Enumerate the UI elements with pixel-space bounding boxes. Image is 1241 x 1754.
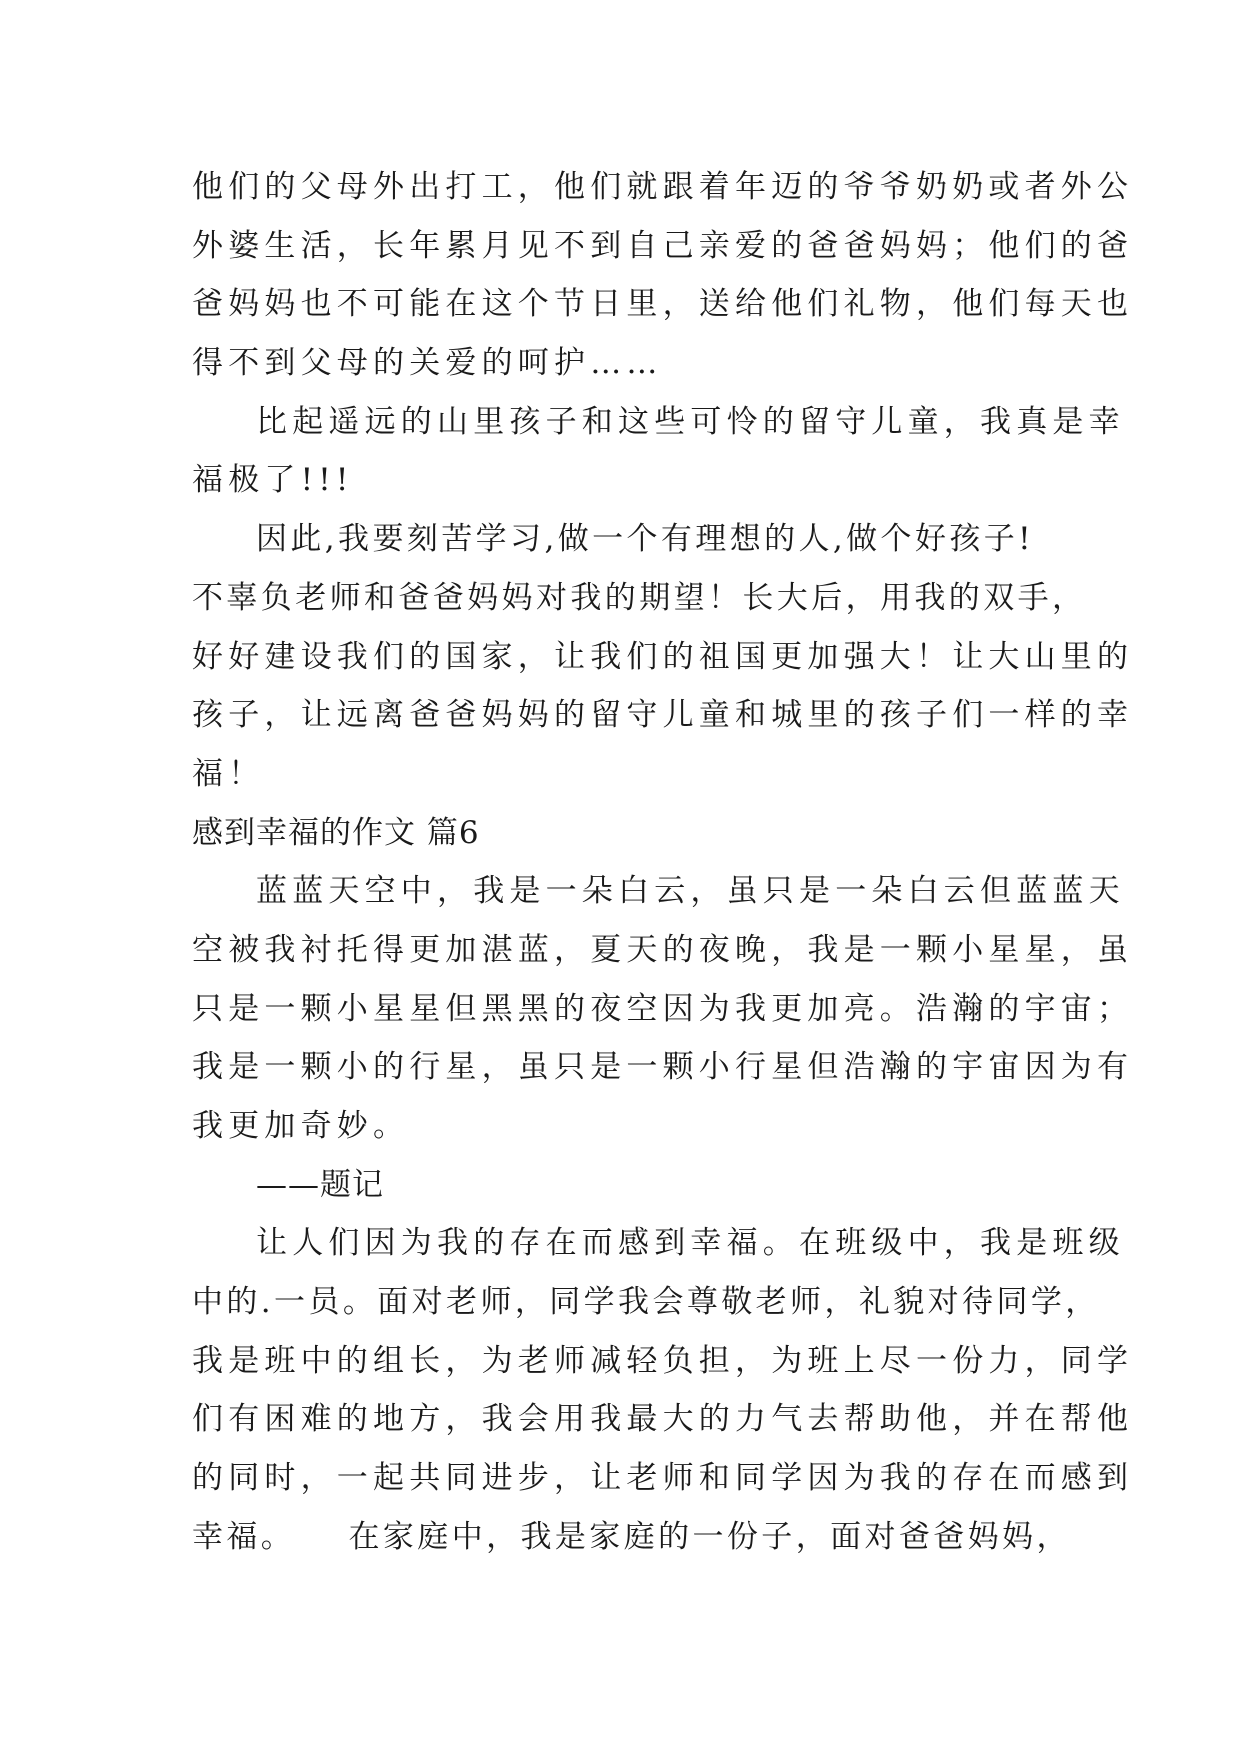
paragraph-line: 得不到父母的关爱的呵护…… <box>192 345 663 382</box>
paragraph-line: 让人们因为我的存在而感到幸福。在班级中，我是班级 <box>256 1225 1125 1262</box>
epigraph-signature: ——题记 <box>256 1166 384 1203</box>
document-body <box>192 158 1134 1567</box>
paragraph-line: 孩子，让远离爸爸妈妈的留守儿童和城里的孩子们一样的幸 <box>192 697 1134 734</box>
paragraph-line: 福！ <box>192 755 265 792</box>
paragraph-line: 比起遥远的山里孩子和这些可怜的留守儿童，我真是幸 <box>256 403 1125 440</box>
paragraph-line: 爸妈妈也不可能在这个节日里，送给他们礼物，他们每天也 <box>192 286 1134 323</box>
paragraph-line: 福极了!!! <box>192 462 354 499</box>
paragraph-line: 幸福。 在家庭中，我是家庭的一份子，面对爸爸妈妈， <box>192 1518 1071 1555</box>
paragraph-line: 我是班中的组长，为老师减轻负担，为班上尽一份力，同学 <box>192 1342 1134 1379</box>
paragraph-line: 我是一颗小的行星，虽只是一颗小行星但浩瀚的宇宙因为有 <box>192 1049 1134 1086</box>
section-heading: 感到幸福的作文 篇6 <box>192 814 480 851</box>
paragraph-line: 的同时，一起共同进步，让老师和同学因为我的存在而感到 <box>192 1460 1134 1497</box>
paragraph-line: 空被我衬托得更加湛蓝，夏天的夜晚，我是一颗小星星，虽 <box>192 931 1134 968</box>
paragraph-line: 因此,我要刻苦学习,做一个有理想的人,做个好孩子! <box>256 521 1035 558</box>
paragraph-line: 外婆生活，长年累月见不到自己亲爱的爸爸妈妈；他们的爸 <box>192 227 1134 264</box>
paragraph-line: 们有困难的地方，我会用我最大的力气去帮助他，并在帮他 <box>192 1401 1134 1438</box>
paragraph-line: 只是一颗小星星但黑黑的夜空因为我更加亮。浩瀚的宇宙； <box>192 990 1134 1027</box>
paragraph-line: 他们的父母外出打工，他们就跟着年迈的爷爷奶奶或者外公 <box>192 169 1134 205</box>
paragraph-line: 不辜负老师和爸爸妈妈对我的期望！长大后，用我的双手， <box>192 579 1087 616</box>
paragraph-line: 我更加奇妙。 <box>192 1108 410 1144</box>
paragraph-line: 好好建设我们的国家，让我们的祖国更加强大！让大山里的 <box>192 638 1134 675</box>
paragraph-line: 蓝蓝天空中，我是一朵白云，虽只是一朵白云但蓝蓝天 <box>256 873 1125 910</box>
paragraph-line: 中的.一员。面对老师，同学我会尊敬老师，礼貌对待同学， <box>192 1284 1100 1321</box>
